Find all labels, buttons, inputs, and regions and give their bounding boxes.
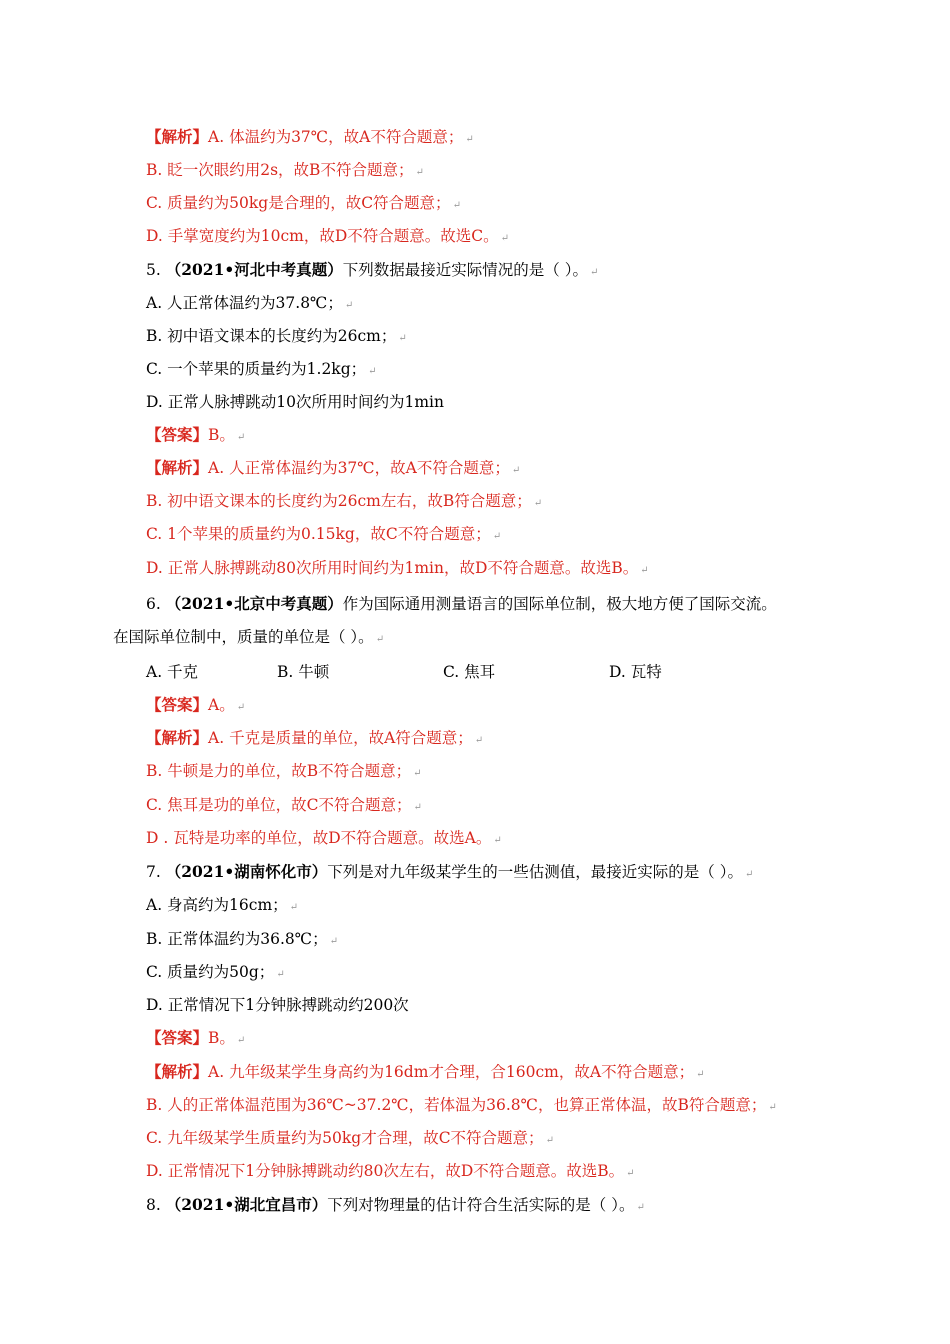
question-5-stem: 5. （2021•河北中考真题）下列数据最接近实际情况的是（ ）。 ↵ [146, 260, 599, 279]
option-b: B. 正常体温约为36.8℃； ↵ [146, 930, 338, 948]
answer-line: 【答案】A。 ↵ [146, 695, 246, 714]
answer-line: 【答案】B。 ↵ [146, 425, 246, 444]
question-source: （2021•北京中考真题） [165, 594, 343, 613]
analysis-line: C. 九年级某学生质量约为50kg才合理，故C不符合题意； ↵ [146, 1129, 554, 1147]
option-c: C. 焦耳 [443, 663, 496, 681]
analysis-line: B. 牛顿是力的单位，故B不符合题意； ↵ [146, 762, 422, 780]
question-source: （2021•河北中考真题） [165, 260, 343, 279]
question-source: （2021•湖南怀化市） [165, 862, 328, 881]
option-d: D. 瓦特 [609, 663, 662, 681]
option-a: A. 人正常体温约为37.8℃； ↵ [146, 294, 354, 312]
analysis-line: D. 正常人脉搏跳动80次所用时间约为1min，故D不符合题意。故选B。 ↵ [146, 559, 649, 577]
analysis-line: 【解析】A. 千克是质量的单位，故A符合题意； ↵ [146, 728, 484, 747]
option-c: C. 质量约为50g； ↵ [146, 963, 285, 981]
analysis-line: C. 质量约为50kg是合理的，故C符合题意； ↵ [146, 194, 461, 212]
analysis-line: 【解析】A. 体温约为37℃，故A不符合题意； ↵ [146, 127, 474, 146]
question-6-stem: 6. （2021•北京中考真题）作为国际通用测量语言的国际单位制，极大地方便了国际交流。 [146, 594, 777, 613]
analysis-line: D . 瓦特是功率的单位，故D不符合题意。故选A。 ↵ [146, 829, 502, 847]
option-a: A. 身高约为16cm； ↵ [146, 896, 299, 914]
option-d: D. 正常情况下1分钟脉搏跳动约200次 [146, 996, 409, 1014]
analysis-line: B. 眨一次眼约用2s，故B不符合题意； ↵ [146, 161, 424, 179]
analysis-line: D. 正常情况下1分钟脉搏跳动约80次左右，故D不符合题意。故选B。 ↵ [146, 1162, 635, 1180]
analysis-line: 【解析】A. 九年级某学生身高约为16dm才合理，合160cm，故A不符合题意； ↵ [146, 1062, 705, 1081]
analysis-line: B. 初中语文课本的长度约为26cm左右，故B符合题意； ↵ [146, 492, 543, 510]
option-c: C. 一个苹果的质量约为1.2kg； ↵ [146, 360, 377, 378]
analysis-line: C. 焦耳是功的单位，故C不符合题意； ↵ [146, 796, 422, 814]
question-6-stem-cont: 在国际单位制中，质量的单位是（ ）。 ↵ [113, 628, 385, 646]
question-7-stem: 7. （2021•湖南怀化市）下列是对九年级某学生的一些估测值，最接近实际的是（ ）。 ↵ [146, 862, 754, 881]
question-8-stem: 8. （2021•湖北宜昌市）下列对物理量的估计符合生活实际的是（ ）。 ↵ [146, 1195, 645, 1214]
analysis-line: 【解析】A. 人正常体温约为37℃，故A不符合题意； ↵ [146, 458, 521, 477]
analysis-line: D. 手掌宽度约为10cm，故D不符合题意。故选C。 ↵ [146, 227, 510, 245]
analysis-line: B. 人的正常体温范围为36℃~37.2℃，若体温为36.8℃，也算正常体温，故B符合题意； ↵ [146, 1096, 777, 1114]
option-d: D. 正常人脉搏跳动10次所用时间约为1min [146, 393, 444, 411]
option-b: B. 牛顿 [277, 663, 330, 681]
analysis-line: C. 1个苹果的质量约为0.15kg，故C不符合题意； ↵ [146, 525, 502, 543]
answer-line: 【答案】B。 ↵ [146, 1028, 246, 1047]
option-b: B. 初中语文课本的长度约为26cm； ↵ [146, 327, 407, 345]
question-source: （2021•湖北宜昌市） [165, 1195, 328, 1214]
option-a: A. 千克 [146, 663, 199, 681]
